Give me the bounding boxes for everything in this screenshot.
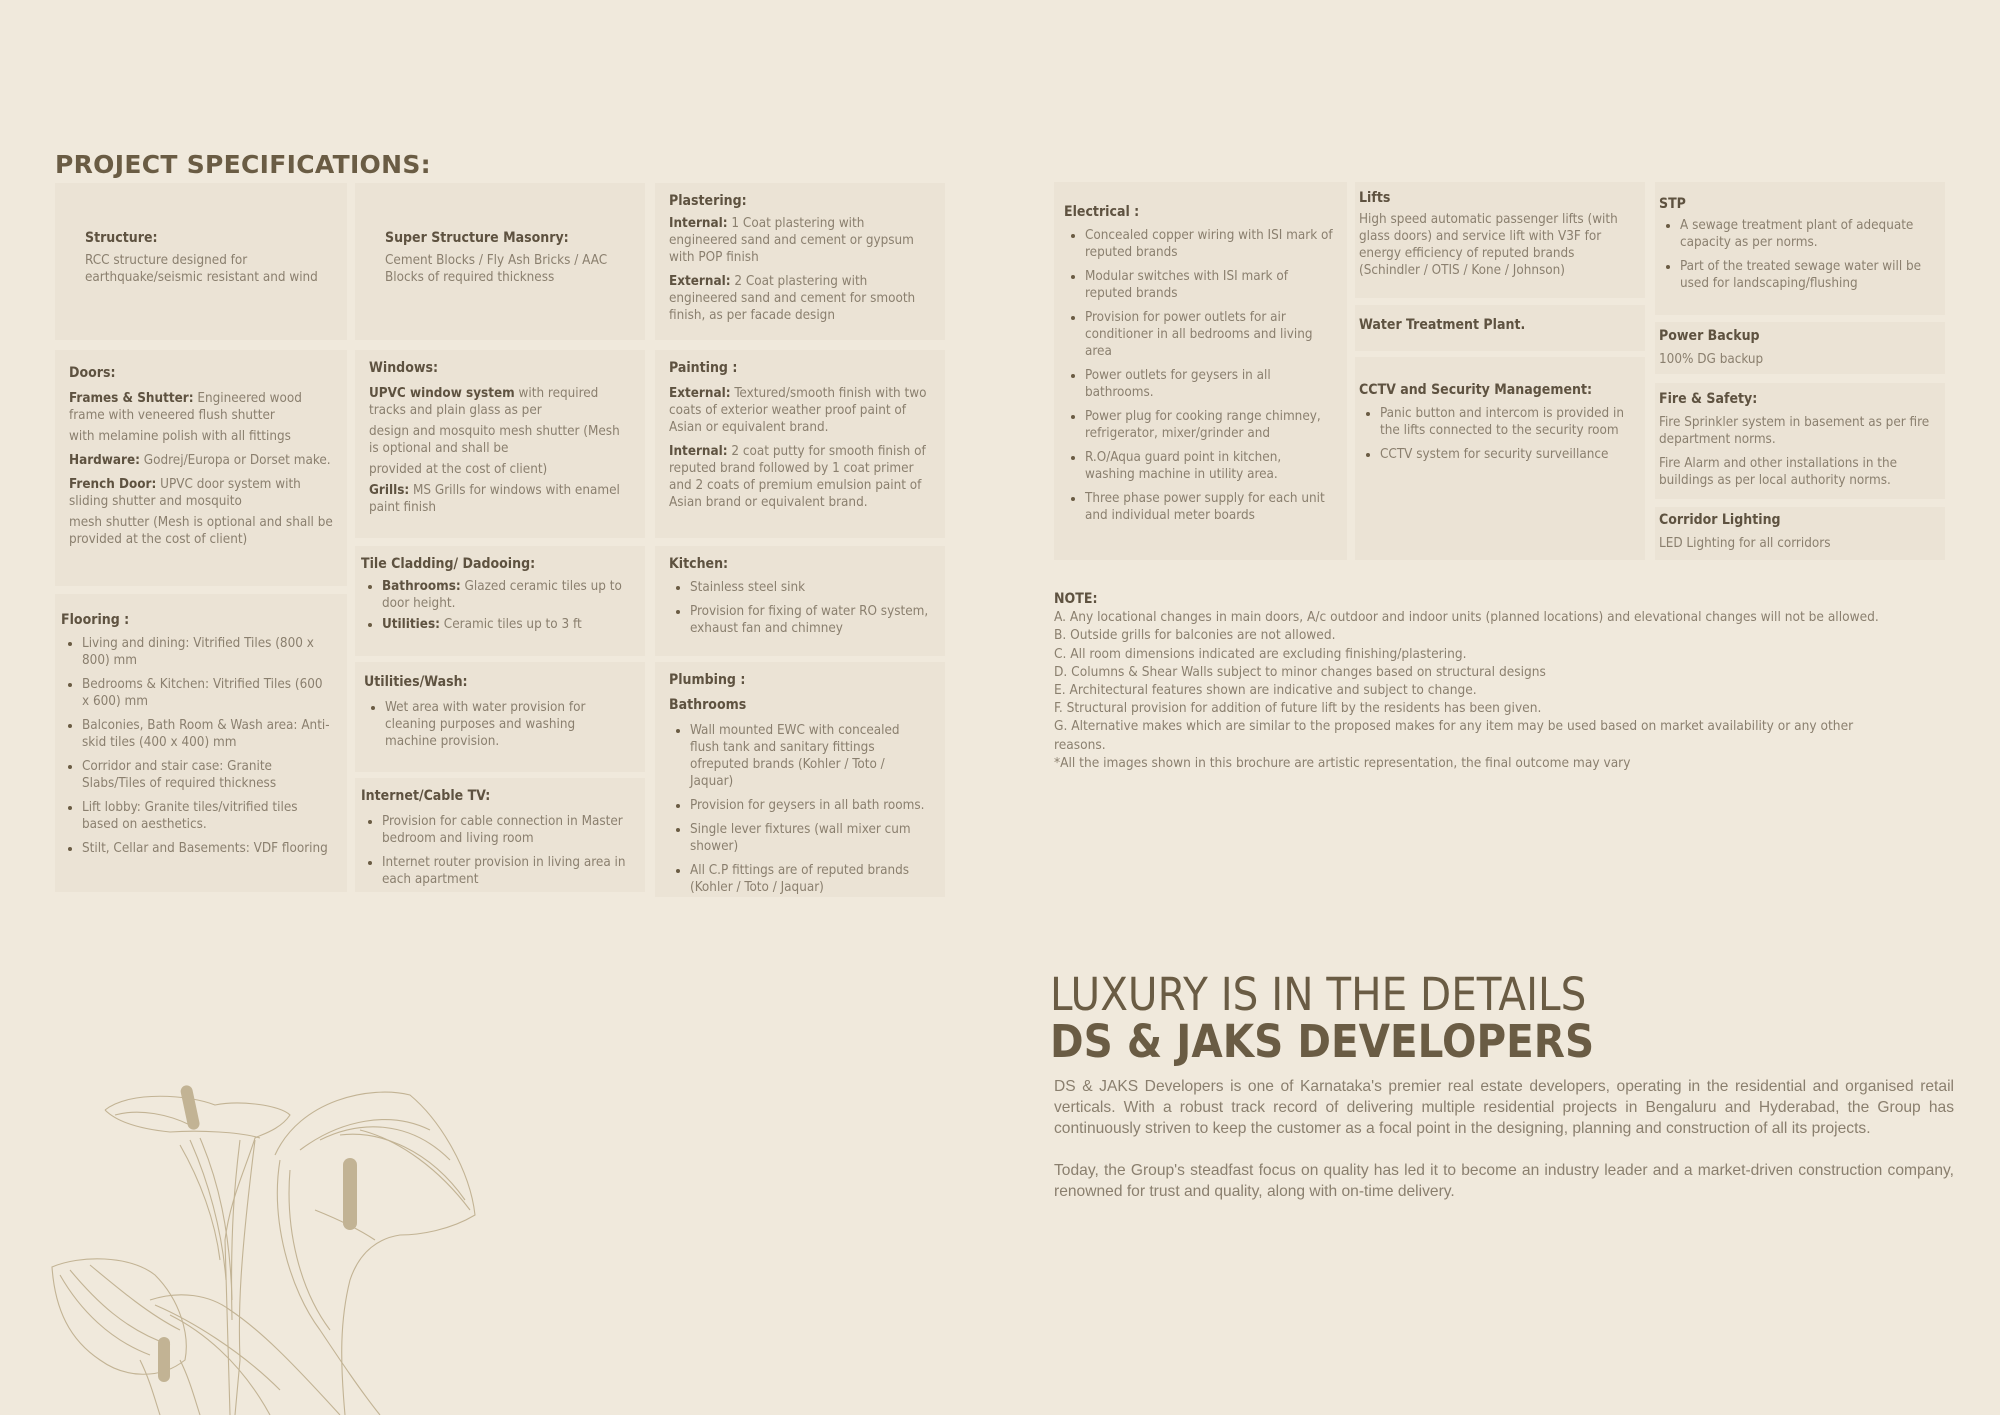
list-item: • Provision for power outlets for air conditioner in all bedrooms and living area [1085,309,1333,360]
about-paragraph-2: Today, the Group's steadfast focus on quality has led it to become an industry leader and a market-driven construction company, renowned for trust and quality, along with on-time delivery. [1054,1162,1954,1200]
spec-corridor-lighting [1655,507,1945,560]
list-item: • R.O/Aqua guard point in kitchen, washing machine in utility area. [1085,449,1333,483]
flooring-list [61,635,333,857]
list-item: • Provision for geysers in all bath rooms. [690,797,931,814]
about-text [1054,1076,1954,1223]
list-item: • Part of the treated sewage water will be used for landscaping/flushing [1680,258,1931,292]
list-item: • A sewage treatment plant of adequate capacity as per norms. [1680,217,1931,251]
water-treatment-heading: Water Treatment Plant. [1359,317,1526,333]
list-item: • Balconies, Bath Room & Wash area: Anti-skid tiles (400 x 400) mm [82,717,333,751]
spec-doors [55,350,347,586]
list-item: • Stilt, Cellar and Basements: VDF flooring [82,840,333,857]
list-item: • Bathrooms: Glazed ceramic tiles up to door height. [382,578,631,612]
list-item: • Power outlets for geysers in all bathrooms. [1085,367,1333,401]
list-item: • Corridor and stair case: Granite Slabs/Tiles of required thickness [82,758,333,792]
note-line: A. Any locational changes in main doors, A/c outdoor and indoor units (planned locations) and elevational changes will not be allowed. [1054,609,1879,626]
spec-lifts [1355,182,1645,298]
cctv-heading: CCTV and Security Management: [1359,382,1593,398]
internet-list [361,813,631,888]
painting-heading: Painting : [669,360,738,376]
plumbing-subheading: Bathrooms [669,697,747,713]
windows-mesh: design and mosquito mesh shutter (Mesh is optional and shall be [369,424,620,456]
spec-water-treatment [1355,305,1645,351]
utilities-heading: Utilities/Wash: [364,674,468,690]
list-item: • Panic button and intercom is provided in the lifts connected to the security room [1380,405,1631,439]
list-item: • Wall mounted EWC with concealed flush tank and sanitary fittings ofreputed brands (Kohler / Toto / Jaquar) [690,722,931,790]
flooring-heading: Flooring : [61,612,130,628]
spec-utilities [355,662,645,772]
list-item: • Wet area with water provision for cleaning purposes and washing machine provision. [385,699,631,750]
company-name: DS & JAKS DEVELOPERS [1050,1015,1595,1068]
lifts-text: High speed automatic passenger lifts (with glass doors) and service lift with V3F for energy efficiency of reputed brands (Schindler / OTIS / Kone / Johnson) [1359,212,1618,278]
note-section [1054,590,1954,772]
spec-kitchen [655,546,945,656]
spec-painting [655,350,945,538]
list-item: • Stainless steel sink [690,579,931,596]
note-heading: NOTE: [1054,591,1098,607]
kitchen-heading: Kitchen: [669,556,729,572]
list-item: • Provision for fixing of water RO system, exhaust fan and chimney [690,603,931,637]
plastering-heading: Plastering: [669,193,747,209]
note-line: F. Structural provision for addition of future lift by the residents has been given. [1054,700,1542,717]
spec-stp [1655,182,1945,315]
note-line: G. Alternative makes which are similar to the proposed makes for any item may be used based on market availability or any other [1054,718,1854,735]
doors-hardware: Hardware: Godrej/Europa or Dorset make. [69,453,331,468]
list-item: • Power plug for cooking range chimney, refrigerator, mixer/grinder and [1085,408,1333,442]
note-line: reasons. [1054,736,1106,753]
windows-heading: Windows: [369,360,439,376]
list-item: • Concealed copper wiring with ISI mark of reputed brands [1085,227,1333,261]
spec-internet [355,778,645,892]
doors-french-cont: mesh shutter (Mesh is optional and shall be provided at the cost of client) [69,515,333,547]
windows-grills: Grills: MS Grills for windows with enamel paint finish [369,483,620,515]
stp-heading: STP [1659,196,1686,212]
fire-safety-text1: Fire Sprinkler system in basement as per fire department norms. [1659,415,1930,447]
spec-plumbing [655,662,945,897]
painting-external: External: Textured/smooth finish with two coats of exterior weather proof paint of Asian or equivalent brand. [669,386,927,435]
power-backup-text: 100% DG backup [1659,352,1764,367]
plumbing-list [669,722,931,896]
structure-heading: Structure: [85,230,158,246]
cctv-list [1359,405,1631,463]
painting-internal: Internal: 2 coat putty for smooth finish of reputed brand followed by 1 coat primer and 2 coats of premium emulsion paint of Asian brand or equivalent brand. [669,444,926,510]
note-line: C. All room dimensions indicated are excluding finishing/plastering. [1054,645,1467,662]
electrical-heading: Electrical : [1064,204,1140,220]
spec-flooring [55,594,347,892]
list-item: • Utilities: Ceramic tiles up to 3 ft [382,616,631,633]
plumbing-heading: Plumbing : [669,672,746,688]
corridor-text: LED Lighting for all corridors [1659,536,1831,551]
note-line: *All the images shown in this brochure are artistic representation, the final outcome may vary [1054,754,1631,771]
page-title: PROJECT SPECIFICATIONS: [55,150,431,179]
windows-upvc: UPVC window system with required tracks and plain glass as per [369,386,599,418]
list-item: • CCTV system for security surveillance [1380,446,1631,463]
windows-cost: provided at the cost of client) [369,462,548,477]
lifts-heading: Lifts [1359,190,1391,206]
note-line: D. Columns & Shear Walls subject to minor changes based on structural designs [1054,663,1546,680]
spec-fire-safety [1655,383,1945,499]
list-item: • Single lever fixtures (wall mixer cum shower) [690,821,931,855]
spec-plastering [655,183,945,340]
spec-power-backup [1655,322,1945,374]
kitchen-list [669,579,931,637]
masonry-heading: Super Structure Masonry: [385,230,569,246]
about-paragraph-1: DS & JAKS Developers is one of Karnataka's premier real estate developers, operating in the residential and organised retail verticals. With a robust track record of delivering multiple residential projects in Bengaluru and Hyderabad, the Group has continuously striven to keep the customer as a focal point in the designing, planning and construction of all its projects. [1054,1078,1954,1137]
electrical-list [1064,227,1333,524]
doors-heading: Doors: [69,365,116,381]
doors-french: French Door: UPVC door system with sliding shutter and mosquito [69,477,301,509]
spec-windows [355,350,645,538]
list-item: • Living and dining: Vitrified Tiles (800 x 800) mm [82,635,333,669]
plastering-external: External: 2 Coat plastering with engineered sand and cement for smooth finish, as per facade design [669,274,916,323]
list-item: • Bedrooms & Kitchen: Vitrified Tiles (600 x 600) mm [82,676,333,710]
list-item: • Provision for cable connection in Master bedroom and living room [382,813,631,847]
structure-text: RCC structure designed for earthquake/seismic resistant and wind [85,253,318,285]
fire-safety-heading: Fire & Safety: [1659,391,1758,407]
spec-cctv [1355,357,1645,560]
list-item: • Internet router provision in living area in each apartment [382,854,631,888]
tile-heading: Tile Cladding/ Dadooing: [361,556,536,572]
internet-heading: Internet/Cable TV: [361,788,491,804]
stp-list [1659,217,1931,292]
spec-electrical [1054,182,1347,560]
spec-tile-cladding [355,546,645,656]
masonry-text: Cement Blocks / Fly Ash Bricks / AAC Blocks of required thickness [385,253,608,285]
utilities-list [364,699,631,750]
note-line: B. Outside grills for balconies are not allowed. [1054,627,1336,644]
doors-frames-cont: with melamine polish with all fittings [69,429,291,444]
list-item: • Lift lobby: Granite tiles/vitrified tiles based on aesthetics. [82,799,333,833]
note-line: E. Architectural features shown are indicative and subject to change. [1054,682,1477,699]
calla-lily-illustration-icon [40,1060,480,1415]
list-item: • All C.P fittings are of reputed brands (Kohler / Toto / Jaquar) [690,862,931,896]
tile-list [361,578,631,633]
corridor-heading: Corridor Lighting [1659,512,1781,528]
power-backup-heading: Power Backup [1659,328,1760,344]
tagline: LUXURY IS IN THE DETAILS [1050,968,1587,1021]
list-item: • Modular switches with ISI mark of reputed brands [1085,268,1333,302]
spec-masonry [355,183,645,340]
list-item: • Three phase power supply for each unit and individual meter boards [1085,490,1333,524]
doors-frames: Frames & Shutter: Engineered wood frame with veneered flush shutter [69,391,302,423]
spec-structure [55,183,347,340]
plastering-internal: Internal: 1 Coat plastering with engineered sand and cement or gypsum with POP finish [669,216,914,265]
fire-safety-text2: Fire Alarm and other installations in the buildings as per local authority norms. [1659,456,1898,488]
